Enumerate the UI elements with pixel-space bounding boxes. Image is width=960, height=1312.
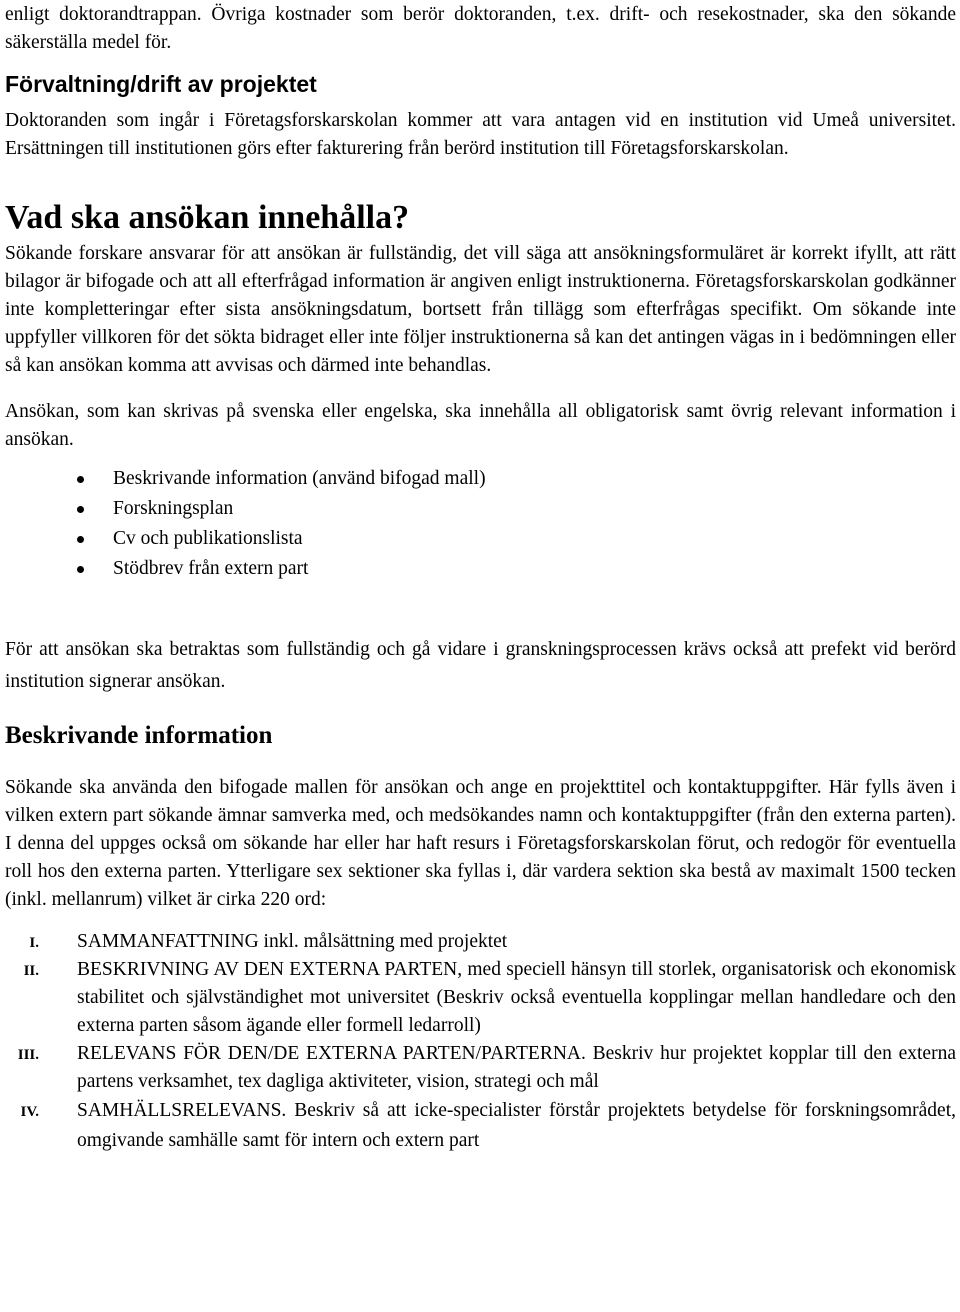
bullet-icon (77, 476, 84, 483)
list-item (5, 1096, 956, 1156)
list-item (5, 494, 956, 524)
list-item-label: Beskrivande information (använd bifogad mall) (113, 468, 486, 489)
list-item (5, 554, 956, 584)
sections-list (5, 928, 956, 1156)
list-item (5, 524, 956, 554)
list-item (5, 928, 956, 956)
forvaltning-paragraph: Doktoranden som ingår i Företagsforskarskolan kommer att vara antagen vid en institution vid Umeå universitet. Ersättningen till institutionen görs efter fakturering från berörd institution till Företagsforskarskolan. (5, 110, 956, 159)
ansokan-paragraph-3: För att ansökan ska betraktas som fullständig och gå vidare i granskningsprocessen krävs också att prefekt vid berörd institution signerar ansökan. (5, 639, 956, 692)
heading-ansokan: Vad ska ansökan innehålla? (5, 199, 410, 236)
list-item-label: Cv och publikationslista (113, 528, 303, 549)
section-text: SAMMANFATTNING inkl. målsättning med projektet (77, 931, 508, 952)
section-text: BESKRIVNING AV DEN EXTERNA PARTEN, med speciell hänsyn till storlek, organisatorisk och ekonomisk stabilitet och självständighet mot universitet (Beskriv också eventuella kopplingar mellan handledare och den externa parten såsom ägande eller formell ledarroll) (77, 959, 956, 1036)
list-item (5, 1040, 956, 1096)
heading-forvaltning: Förvaltning/drift av projektet (5, 71, 317, 97)
section-number: I. (29, 935, 39, 951)
list-item (5, 464, 956, 494)
section-text: SAMHÄLLSRELEVANS. Beskriv så att icke-specialister förstår projektets betydelse för forskningsområdet, omgivande samhälle samt för intern och extern part (77, 1100, 956, 1151)
section-text: RELEVANS FÖR DEN/DE EXTERNA PARTEN/PARTERNA. Beskriv hur projektet kopplar till den externa partens verksamhet, tex dagliga aktiviteter, vision, strategi och mål (77, 1043, 956, 1092)
bullet-icon (77, 536, 84, 543)
bullet-icon (77, 566, 84, 573)
list-item (5, 956, 956, 1040)
document-page (5, 0, 956, 1156)
section-number: IV. (20, 1104, 39, 1120)
section-number: II. (23, 963, 39, 979)
attachments-list (5, 464, 956, 584)
beskrivande-paragraph: Sökande ska använda den bifogade mallen för ansökan och ange en projekttitel och kontaktuppgifter. Här fylls även i vilken extern part sökande ämnar samverka med, och medsökandes namn och kontaktuppgifter (från den externa parten). I denna del uppges också om sökande har eller har haft resurs i Företagsforskarskolan förut, och redogör för eventuella roll hos den externa parten. Ytterligare sex sektioner ska fyllas i, där vardera sektion ska bestå av maximalt 1500 tecken (inkl. mellanrum) vilket är cirka 220 ord: (5, 777, 956, 910)
bullet-icon (77, 506, 84, 513)
heading-beskrivande: Beskrivande information (5, 722, 273, 749)
ansokan-paragraph-1: Sökande forskare ansvarar för att ansökan är fullständig, det vill säga att ansökningsformuläret är korrekt ifyllt, att rätt bilagor är bifogade och att all efterfrågad information är angiven enligt instruktionerna. Företagsforskarskolan godkänner inte kompletteringar efter sista ansökningsdatum, bortsett från tillägg som efterfrågas specifikt. Om sökande inte uppfyller villkoren för det sökta bidraget eller inte följer instruktionerna så kan det antingen vägas in i bedömningen eller så kan ansökan komma att avvisas och därmed inte behandlas. (5, 243, 956, 376)
list-item-label: Forskningsplan (113, 498, 234, 519)
list-item-label: Stödbrev från extern part (113, 558, 309, 579)
section-number: III. (17, 1047, 39, 1063)
intro-paragraph: enligt doktorandtrappan. Övriga kostnader som berör doktoranden, t.ex. drift- och resekostnader, ska den sökande säkerställa medel för. (5, 4, 956, 53)
ansokan-paragraph-2: Ansökan, som kan skrivas på svenska eller engelska, ska innehålla all obligatorisk samt övrig relevant information i ansökan. (5, 401, 956, 450)
